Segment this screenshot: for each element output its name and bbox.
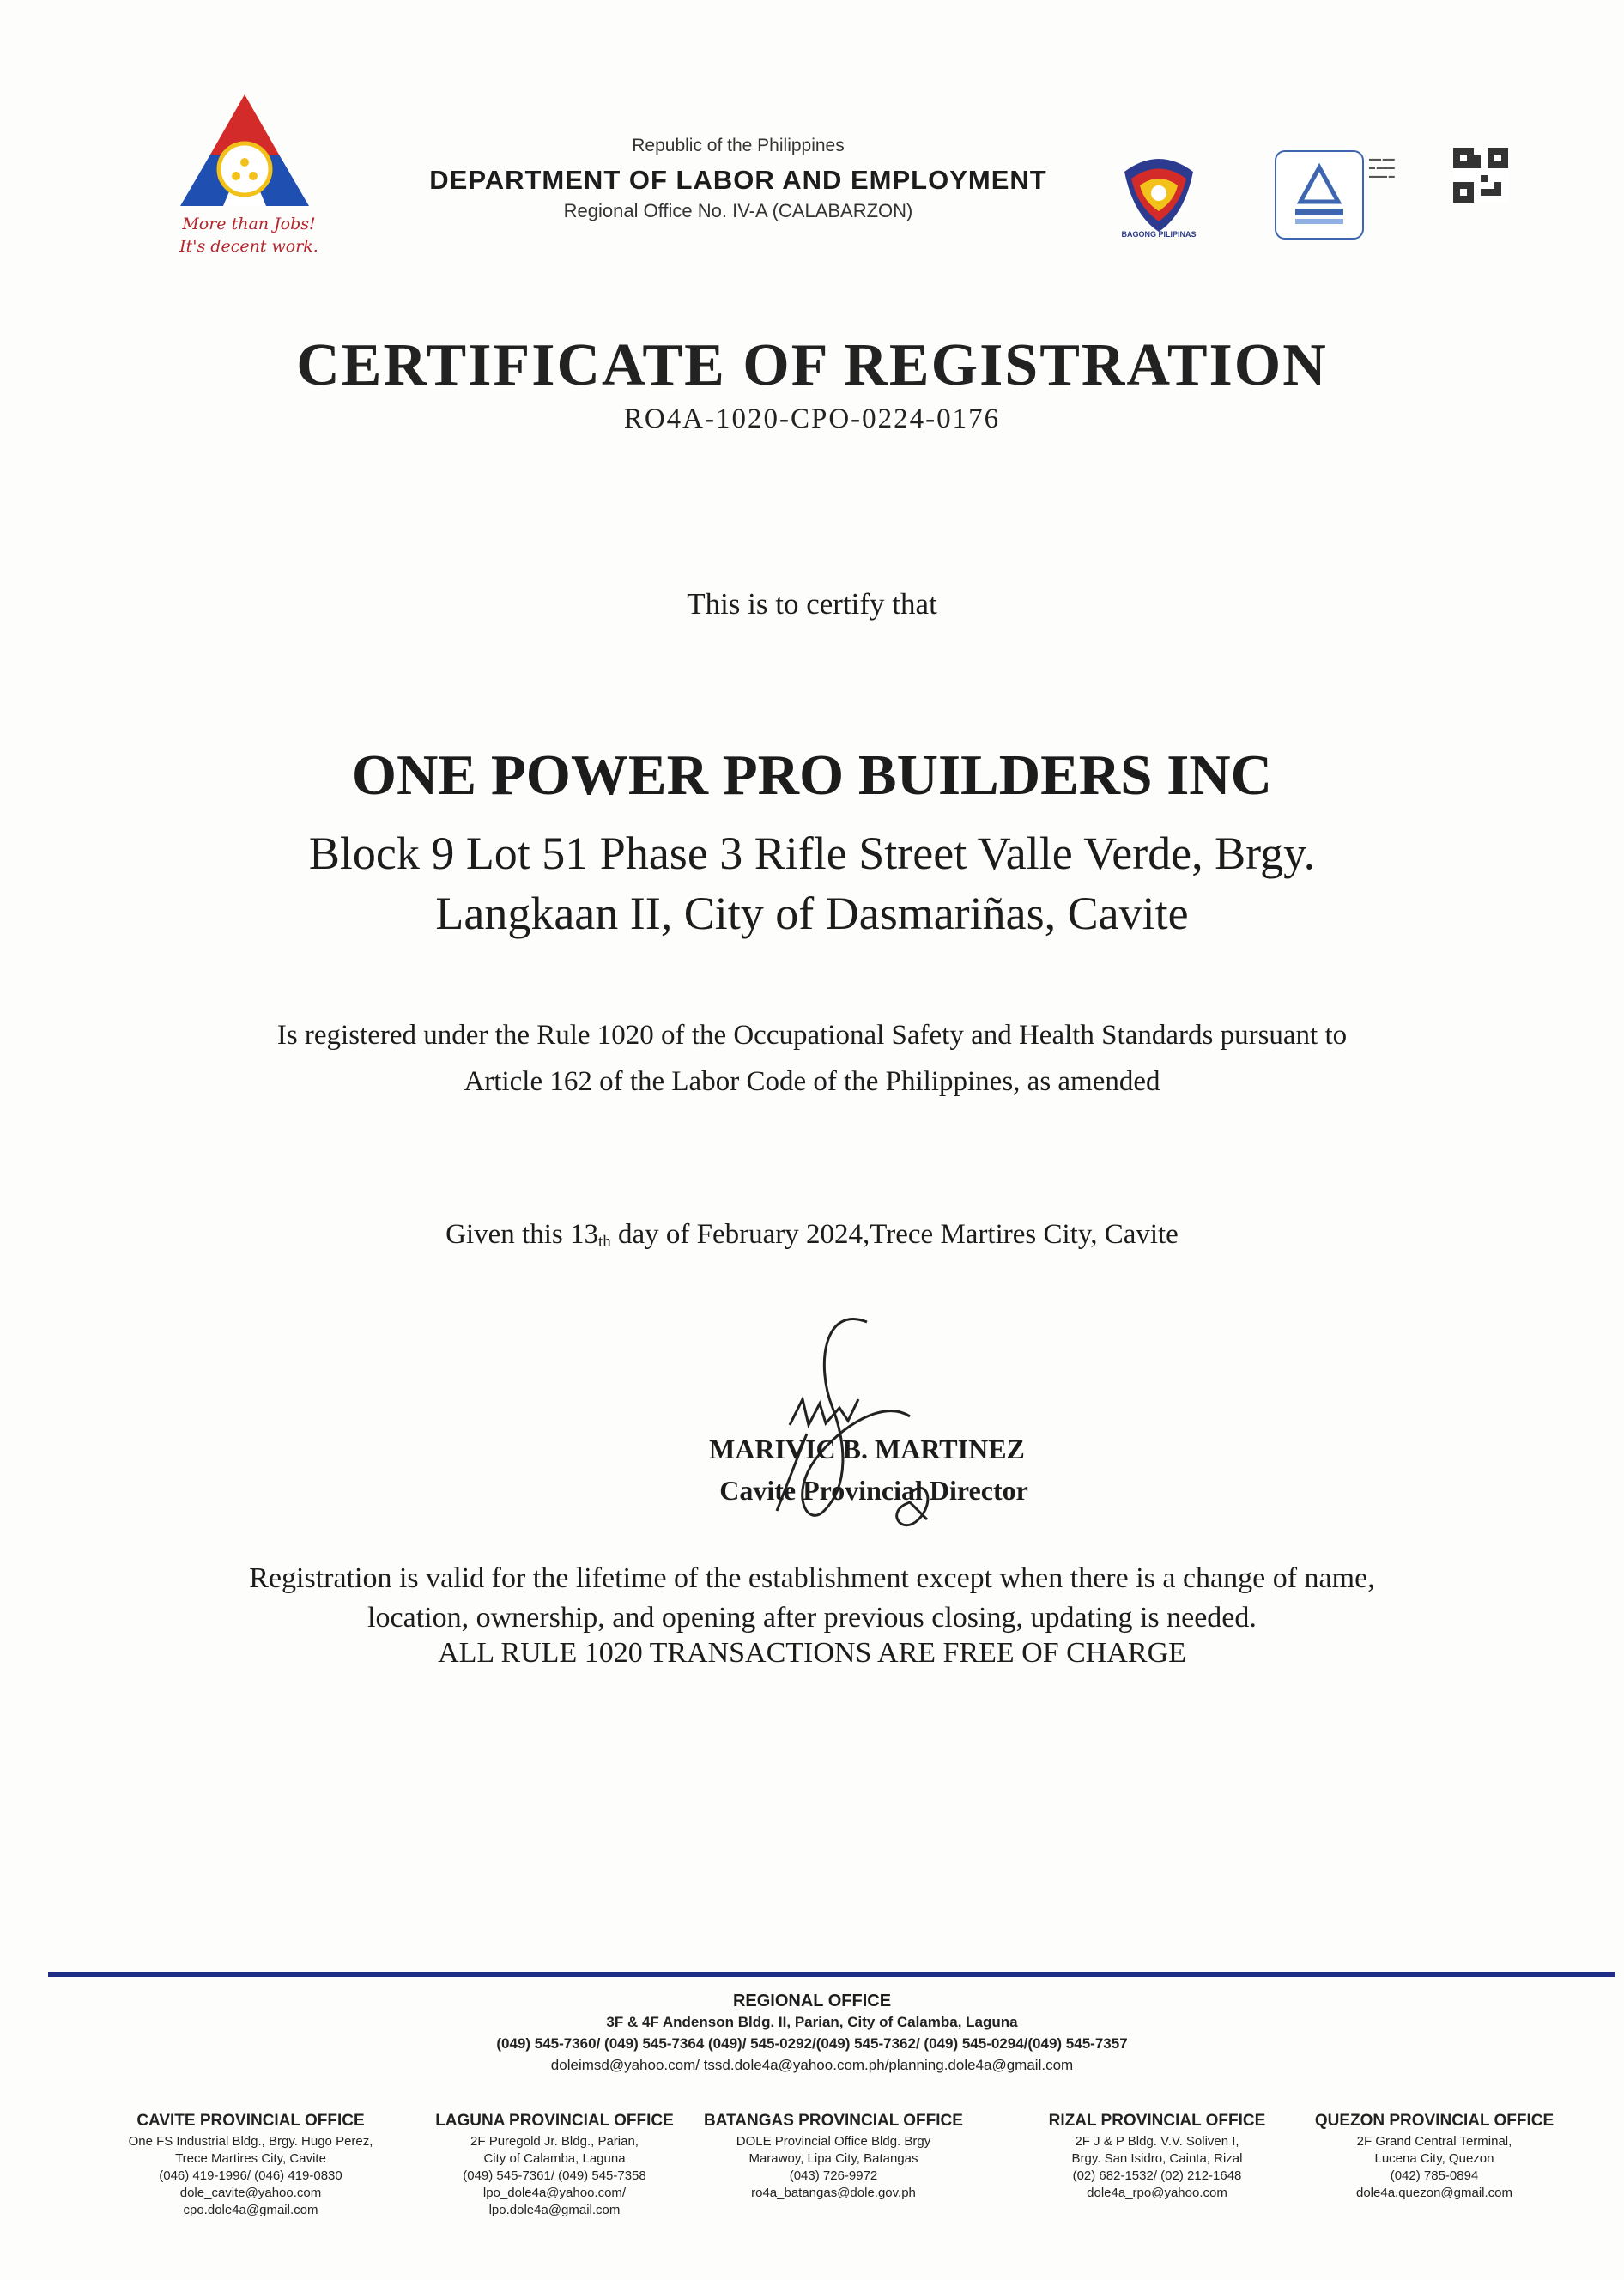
provincial-office-line: ro4a_batangas@dole.gov.ph	[751, 2186, 916, 2200]
provincial-office-line: 2F J & P Bldg. V.V. Soliven I,	[1075, 2134, 1239, 2149]
handwritten-signature	[627, 1288, 1073, 1562]
regional-office-address: 3F & 4F Andenson Bldg. II, Parian, City of Calamba, Laguna	[606, 2014, 1018, 2030]
company-name: ONE POWER PRO BUILDERS INC	[351, 743, 1273, 807]
provincial-office-line: dole_cavite@yahoo.com	[179, 2186, 322, 2200]
provincial-office-line: lpo_dole4a@yahoo.com/	[482, 2186, 627, 2200]
footer-divider	[48, 1972, 1615, 1977]
signatory-title: Cavite Provincial Director	[719, 1475, 1028, 1506]
provincial-office-line: Trece Martires City, Cavite	[175, 2151, 326, 2166]
provincial-office-line: lpo.dole4a@gmail.com	[488, 2203, 621, 2217]
dole-tagline	[163, 213, 335, 258]
iso-fine-print: ▬▬ ▬▬ ▬ ▬▬▬ ▬▬▬ ▬	[1369, 155, 1395, 179]
provincial-office-line: Brgy. San Isidro, Cainta, Rizal	[1071, 2151, 1243, 2166]
provincial-office-line: dole4a_rpo@yahoo.com	[1087, 2186, 1227, 2200]
batangas-provincial-office	[688, 2112, 979, 2202]
provincial-office-line: (049) 545-7361/ (049) 545-7358	[463, 2168, 646, 2183]
given-day-suffix: th	[597, 1233, 611, 1251]
rizal-provincial-office	[1011, 2112, 1303, 2202]
dole-logo	[172, 90, 318, 210]
regional-office-phones: (049) 545-7360/ (049) 545-7364 (049)/ 545-0292/(049) 545-7362/ (049) 545-0294/(049) 545-7357	[496, 2035, 1128, 2052]
provincial-office-line: Marawoy, Lipa City, Batangas	[748, 2151, 918, 2166]
regional-office-heading: REGIONAL OFFICE	[732, 1992, 892, 2010]
provincial-office-line: (046) 419-1996/ (046) 419-0830	[159, 2168, 342, 2183]
provincial-office-heading: RIZAL PROVINCIAL OFFICE	[1048, 2112, 1266, 2130]
qr-code-icon	[1453, 148, 1508, 203]
bagong-pilipinas-text: BAGONG PILIPINAS	[1121, 230, 1197, 239]
validity-line-1: Registration is valid for the lifetime of the establishment except when there is a change of name,	[249, 1562, 1375, 1594]
regional-office-label: Regional Office No. IV-A (CALABARZON)	[563, 200, 913, 221]
provincial-office-line: 2F Grand Central Terminal,	[1356, 2134, 1512, 2149]
tagline-line-1: More than Jobs!	[182, 215, 316, 233]
provincial-office-line: cpo.dole4a@gmail.com	[183, 2203, 318, 2217]
cavite-provincial-office	[105, 2112, 397, 2219]
registration-statement-line-1: Is registered under the Rule 1020 of the Occupational Safety and Health Standards pursuant to	[276, 1020, 1348, 1051]
provincial-office-heading: CAVITE PROVINCIAL OFFICE	[136, 2112, 365, 2130]
republic-label: Republic of the Philippines	[632, 136, 845, 155]
tagline-line-2: It's decent work.	[179, 237, 318, 256]
registration-statement-line-2: Article 162 of the Labor Code of the Philippines, as amended	[464, 1066, 1160, 1097]
given-prefix: Given this 13	[445, 1219, 598, 1250]
provincial-office-heading: LAGUNA PROVINCIAL OFFICE	[435, 2112, 674, 2130]
company-address-line-2: Langkaan II, City of Dasmariñas, Cavite	[435, 888, 1189, 939]
provincial-office-heading: BATANGAS PROVINCIAL OFFICE	[704, 2112, 963, 2130]
provincial-office-line: 2F Puregold Jr. Bldg., Parian,	[470, 2134, 639, 2149]
certification-icon	[1276, 152, 1362, 238]
certify-intro: This is to certify that	[687, 587, 937, 621]
provincial-office-heading: QUEZON PROVINCIAL OFFICE	[1314, 2112, 1554, 2130]
provincial-office-line: (043) 726-9972	[789, 2168, 878, 2183]
provincial-office-line: City of Calamba, Laguna	[483, 2151, 626, 2166]
department-name: DEPARTMENT OF LABOR AND EMPLOYMENT	[429, 165, 1047, 195]
provincial-office-line: (02) 682-1532/ (02) 212-1648	[1072, 2168, 1242, 2183]
regional-office-emails: doleimsd@yahoo.com/ tssd.dole4a@yahoo.com.ph/planning.dole4a@gmail.com	[550, 2057, 1074, 2073]
given-date-line	[0, 1219, 1624, 1252]
provincial-office-line: dole4a.quezon@gmail.com	[1356, 2186, 1512, 2200]
provincial-office-line: One FS Industrial Bldg., Brgy. Hugo Perez,	[128, 2134, 373, 2149]
certificate-title: CERTIFICATE OF REGISTRATION	[296, 332, 1328, 398]
company-address-line-1: Block 9 Lot 51 Phase 3 Rifle Street Valle Verde, Brgy.	[308, 828, 1316, 879]
validity-line-2: location, ownership, and opening after previous closing, updating is needed.	[367, 1602, 1257, 1634]
signatory-name: MARIVIC B. MARTINEZ	[709, 1434, 1025, 1464]
given-rest: day of February 2024,Trece Martires City, Cavite	[610, 1219, 1179, 1250]
quezon-provincial-office	[1288, 2112, 1580, 2202]
laguna-provincial-office	[409, 2112, 700, 2219]
free-of-charge-notice: ALL RULE 1020 TRANSACTIONS ARE FREE OF CHARGE	[438, 1637, 1186, 1669]
provincial-office-line: Lucena City, Quezon	[1374, 2151, 1494, 2166]
certificate-number: RO4A-1020-CPO-0224-0176	[623, 403, 1001, 434]
bagong-pilipinas-logo	[1107, 146, 1210, 240]
iso-certification-badge	[1275, 150, 1364, 240]
provincial-office-line: (042) 785-0894	[1390, 2168, 1479, 2183]
provincial-office-line: DOLE Provincial Office Bldg. Brgy	[736, 2134, 931, 2149]
